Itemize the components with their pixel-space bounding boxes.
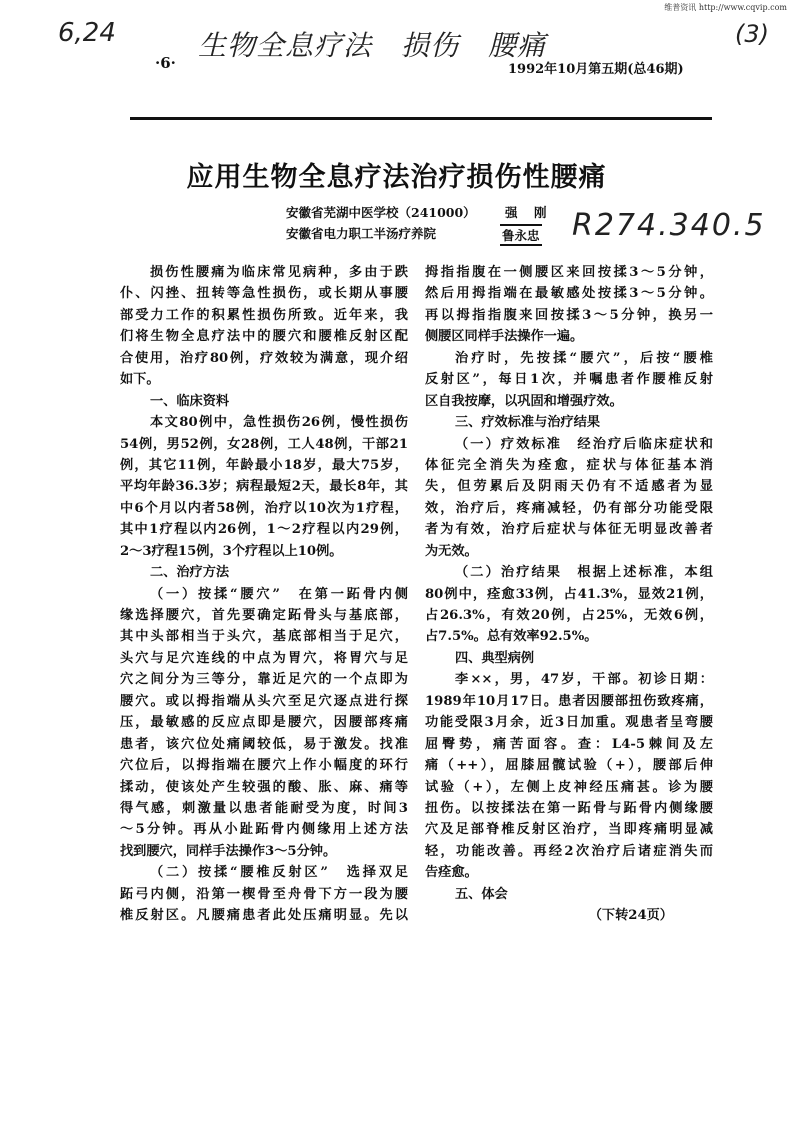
section-heading: 三、疗效标准与治疗结果 — [455, 415, 601, 431]
text-line: 穴及足部脊椎反射区治疗，当即疼痛明显减 — [425, 822, 713, 838]
text-line: 如下。 — [120, 372, 160, 388]
text-line: 扭伤。以按揉法在第一跖骨与跖骨内侧缘腰 — [425, 800, 713, 816]
text-line: 功能受限3月余，近3日加重。观患者呈弯腰 — [425, 715, 713, 731]
text-line: ～5分钟。再从小趾跖骨内侧缘用上述方法 — [120, 822, 408, 838]
text-line: 2～3疗程15例，3个疗程以上10例。 — [120, 543, 343, 559]
text-line: 其中1疗程以内26例，1～2疗程以内29例， — [120, 522, 408, 538]
text-line: 其中头部相当于头穴，基底部相当于足穴， — [120, 629, 408, 645]
section-heading: 四、典型病例 — [455, 650, 535, 666]
text-line: 仆、闪挫、扭转等急性损伤，或长期从事腰 — [120, 286, 408, 302]
text-line: 平均年龄36.3岁；病程最短2天，最长8年，其 — [120, 479, 408, 495]
author-affiliation: 安徽省芜湖中医学校（241000） — [286, 205, 476, 220]
text-line: 患者，该穴位处痛阈较低，易于激发。找准 — [120, 736, 408, 752]
text-line: 压，最敏感的反应点即是腰穴，因腰部疼痛 — [120, 715, 408, 731]
text-line: 再以拇指指腹来回按揉3～5分钟，换另一 — [425, 307, 713, 323]
handwritten-keywords: 生物全息疗法 损伤 腰痛 — [198, 29, 547, 62]
author-affiliation: 安徽省电力职工半汤疗养院 — [286, 226, 437, 241]
text-line: 李××，男，47岁，干部。初诊日期： — [455, 672, 713, 688]
section-heading: 一、临床资料 — [150, 393, 230, 409]
text-line: 痛（++），屈膝屈髋试验（+），腰部后伸 — [425, 758, 713, 774]
author-name: 鲁永忠 — [500, 224, 542, 246]
text-line: 占7.5%。总有效率92.5%。 — [425, 629, 598, 645]
handwritten-number: (3) — [735, 20, 769, 48]
handwritten-date: 6,24 — [58, 18, 116, 48]
text-line: 缘选择腰穴，首先要确定跖骨头与基底部， — [120, 608, 408, 623]
text-line: （一）按揉“腰穴” 在第一跖骨内侧 — [150, 586, 408, 602]
text-line: 屈臀势，痛苦面容。查：L4-5棘间及左 — [425, 736, 713, 752]
text-line: 椎反射区。凡腰痛患者此处压痛明显。先以 — [120, 908, 408, 924]
header-rule — [130, 117, 712, 120]
text-line: 部受力工作的积累性损伤所致。近年来，我 — [120, 307, 408, 323]
handwritten-classification: R274.340.5 — [572, 208, 766, 243]
text-line: 反射区”，每日1次，并嘱患者作腰椎反射 — [425, 372, 713, 388]
text-line: 跖弓内侧，沿第一楔骨至舟骨下方一段为腰 — [120, 886, 408, 902]
text-line: （二）治疗结果 根据上述标准，本组 — [455, 565, 713, 581]
text-line: 失，但劳累后及阴雨天仍有不适感者为显 — [425, 479, 713, 495]
text-line: 54例，男52例，女28例，工人48例，干部21 — [120, 436, 408, 452]
text-line: 揉动，使该处产生较强的酸、胀、麻、痛等 — [120, 779, 408, 795]
continued-note: （下转24页） — [588, 908, 673, 924]
text-line: 区自我按摩，以巩固和增强疗效。 — [425, 393, 623, 409]
text-line: 得气感，刺激量以患者能耐受为度，时间3 — [120, 800, 408, 816]
text-line: 告痊愈。 — [425, 865, 478, 881]
author-name: 强 刚 — [505, 205, 549, 220]
page-title: 应用生物全息疗法治疗损伤性腰痛 — [186, 162, 607, 193]
section-heading: 二、治疗方法 — [150, 565, 230, 581]
right-column — [425, 262, 713, 927]
text-line: 拇指指腹在一侧腰区来回按揉3～5分钟， — [425, 265, 713, 280]
text-line: 头穴与足穴连线的中点为胃穴，将胃穴与足 — [120, 650, 408, 666]
text-line: 然后用拇指端在最敏感处按揉3～5分钟。 — [425, 286, 713, 302]
text-line: 80例中，痊愈33例，占41.3%，显效21例， — [425, 586, 713, 602]
text-line: 为无效。 — [425, 543, 478, 559]
text-line: 效，治疗后，疼痛减轻，仍有部分功能受限 — [425, 500, 713, 516]
text-line: 穴位后，以拇指端在腰穴上作小幅度的环行 — [120, 758, 408, 774]
text-line: 例，其它11例，年龄最小18岁，最大75岁， — [120, 457, 408, 473]
text-line: 损伤性腰痛为临床常见病种，多由于跌 — [150, 265, 408, 280]
text-line: （二）按揉“腰椎反射区” 选择双足 — [150, 865, 408, 881]
text-line: （一）疗效标准 经治疗后临床症状和 — [455, 436, 713, 452]
text-line: 者为有效，治疗后症状与体征无明显改善者 — [425, 522, 713, 538]
text-line: 治疗时，先按揉“腰穴”，后按“腰椎 — [455, 350, 713, 366]
text-line: 腰穴。或以拇指端从头穴至足穴逐点进行探 — [120, 693, 408, 709]
text-line: 1989年10月17日。患者因腰部扭伤致疼痛， — [425, 693, 713, 709]
section-heading: 五、体会 — [455, 886, 508, 902]
text-line: 占26.3%，有效20例，占25%，无效6例， — [425, 608, 713, 623]
text-line: 合使用，治疗80例，疗效较为满意，现介绍 — [120, 350, 408, 366]
text-line: 侧腰区同样手法操作一遍。 — [425, 329, 584, 345]
text-line: 体征完全消失为痊愈，症状与体征基本消 — [425, 457, 713, 473]
text-line: 轻，功能改善。再经2次治疗后诸症消失而 — [425, 843, 713, 859]
text-line: 穴之间分为三等分，靠近足穴的一个点即为 — [120, 672, 408, 688]
text-line: 试验（+），左侧上皮神经压痛甚。诊为腰 — [425, 779, 713, 795]
text-line: 本文80例中，急性损伤26例，慢性损伤 — [150, 415, 408, 431]
left-column — [120, 262, 408, 927]
issue-info: 1992年10月第五期(总46期) — [508, 62, 684, 77]
page-number: ·6· — [155, 54, 176, 72]
watermark: 维普资讯 http://www.cqvip.com — [664, 3, 787, 12]
text-line: 找到腰穴，同样手法操作3～5分钟。 — [120, 843, 337, 859]
text-line: 们将生物全息疗法中的腰穴和腰椎反射区配 — [120, 329, 408, 345]
text-line: 中6个月以内者58例，治疗以10次为1疗程， — [120, 500, 408, 516]
